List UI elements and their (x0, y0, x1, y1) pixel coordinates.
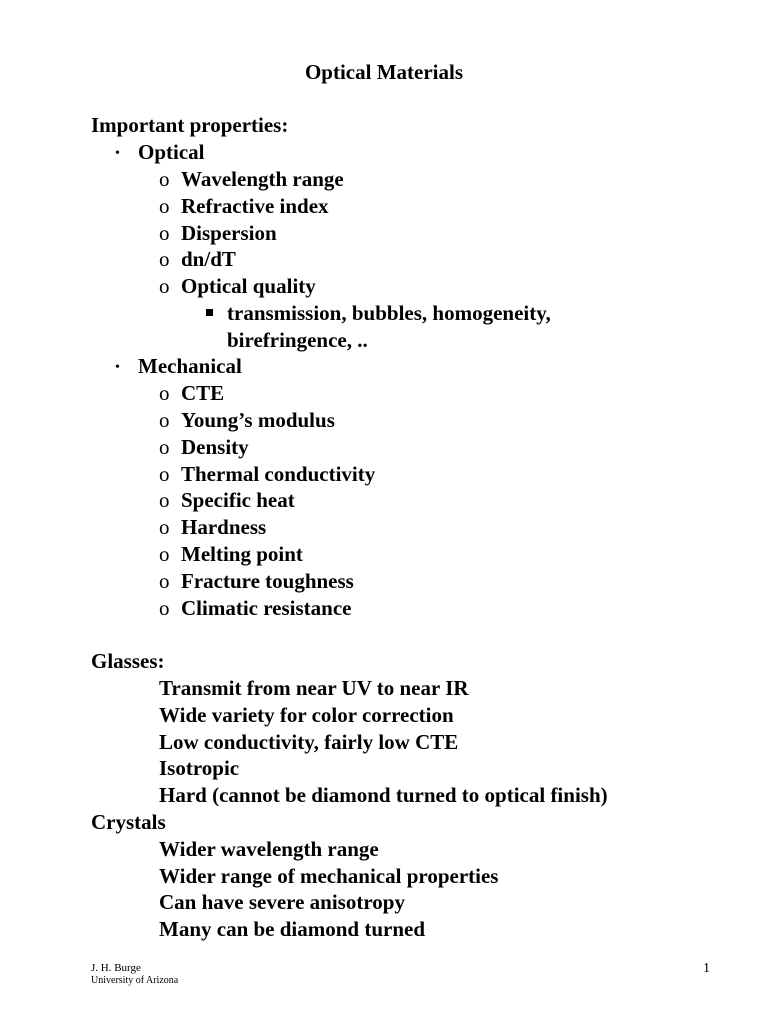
footer-author: J. H. Burge (91, 962, 141, 974)
circle-bullet-marker: o (159, 274, 170, 298)
list-item: Many can be diamond turned (159, 917, 426, 941)
list-item: Dispersion (181, 221, 277, 245)
circle-bullet-marker: o (159, 167, 170, 191)
footer-affiliation: University of Arizona (91, 975, 179, 986)
circle-bullet-marker: o (159, 462, 170, 486)
circle-bullet-marker: o (159, 381, 170, 405)
section-heading-crystals: Crystals (91, 810, 166, 834)
circle-bullet-marker: o (159, 194, 170, 218)
circle-bullet-marker: o (159, 569, 170, 593)
section-heading-glasses: Glasses: (91, 649, 165, 673)
bullet-marker: • (115, 360, 120, 375)
bullet-marker: • (115, 146, 120, 161)
list-item: Transmit from near UV to near IR (159, 676, 469, 700)
list-item: Isotropic (159, 756, 240, 780)
list-item: Wide variety for color correction (159, 703, 454, 727)
list-item: Low conductivity, fairly low CTE (159, 730, 459, 754)
list-item: Density (181, 435, 249, 459)
circle-bullet-marker: o (159, 408, 170, 432)
list-item: Wider wavelength range (159, 837, 379, 861)
circle-bullet-marker: o (159, 542, 170, 566)
list-item: Fracture toughness (181, 569, 354, 593)
list-item-mechanical: Mechanical (138, 354, 242, 378)
list-item: Hardness (181, 515, 267, 539)
circle-bullet-marker: o (159, 221, 170, 245)
list-item: CTE (181, 381, 225, 405)
circle-bullet-marker: o (159, 596, 170, 620)
circle-bullet-marker: o (159, 435, 170, 459)
list-item: dn/dT (181, 247, 236, 271)
circle-bullet-marker: o (159, 488, 170, 512)
circle-bullet-marker: o (159, 247, 170, 271)
list-item: Wider range of mechanical properties (159, 864, 499, 888)
list-item: Specific heat (181, 488, 295, 512)
page-number: 1 (703, 961, 710, 976)
list-item: Thermal conductivity (181, 462, 376, 486)
list-item: Climatic resistance (181, 596, 352, 620)
list-item: Melting point (181, 542, 303, 566)
sub-list-item: transmission, bubbles, homogeneity, (227, 301, 551, 325)
list-item: Can have severe anisotropy (159, 890, 405, 914)
list-item-optical: Optical (138, 140, 205, 164)
list-item: Optical quality (181, 274, 316, 298)
list-item: Young’s modulus (181, 408, 335, 432)
list-item: Hard (cannot be diamond turned to optical finish) (159, 783, 608, 807)
circle-bullet-marker: o (159, 515, 170, 539)
page-title: Optical Materials (304, 60, 464, 84)
section-heading-properties: Important properties: (91, 113, 289, 137)
sub-list-item-continued: birefringence, .. (227, 328, 368, 352)
list-item: Refractive index (181, 194, 329, 218)
square-bullet-icon (206, 309, 213, 316)
list-item: Wavelength range (181, 167, 344, 191)
